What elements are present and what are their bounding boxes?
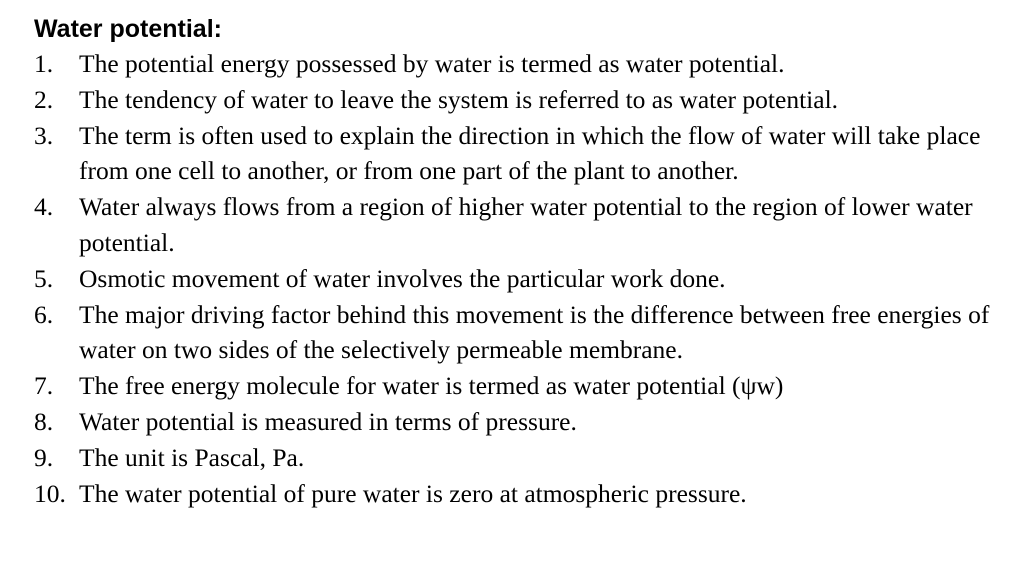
slide-heading: Water potential: [34, 15, 222, 43]
list-item-number: 1. [34, 49, 54, 78]
list-item-text: The major driving factor behind this movement is the difference between free energies of water on two sides of the selectively permeable membrane. [79, 299, 990, 365]
list-item [34, 440, 994, 476]
list-item-text: Water potential is measured in terms of pressure. [79, 406, 577, 436]
list-item-text: The free energy molecule for water is termed as water potential (ψw) [79, 371, 784, 401]
list-item [34, 82, 994, 118]
list-item-text: The potential energy possessed by water is termed as water potential. [79, 49, 785, 78]
list-item-text: Osmotic movement of water involves the particular work done. [79, 263, 726, 293]
list-item [34, 46, 994, 82]
list-item-text: The tendency of water to leave the system is referred to as water potential. [79, 84, 839, 114]
numbered-list [34, 46, 994, 511]
list-item [34, 476, 994, 512]
list-item [34, 261, 994, 297]
list-item-number: 3. [34, 120, 54, 150]
list-item-text: Water always flows from a region of higher water potential to the region of lower water potential. [79, 192, 973, 257]
list-item-number: 7. [34, 371, 54, 401]
list-item [34, 404, 994, 440]
list-item-text: The unit is Pascal, Pa. [79, 442, 305, 472]
list-item-number: 8. [34, 406, 54, 436]
list-item-text: The term is often used to explain the direction in which the flow of water will take place from one cell to another, or from one part of the plant to another. [79, 120, 981, 186]
list-item-number: 2. [34, 84, 54, 114]
list-item [34, 297, 994, 369]
list-item-number: 4. [34, 192, 54, 222]
list-item-number: 6. [34, 299, 54, 329]
list-item [34, 368, 994, 404]
list-item [34, 118, 994, 190]
list-item-text: The water potential of pure water is zero at atmospheric pressure. [79, 478, 747, 508]
list-item-number: 9. [34, 442, 54, 472]
list-item-number: 10. [34, 478, 66, 508]
list-item [34, 189, 994, 261]
list-item-number: 5. [34, 263, 54, 293]
